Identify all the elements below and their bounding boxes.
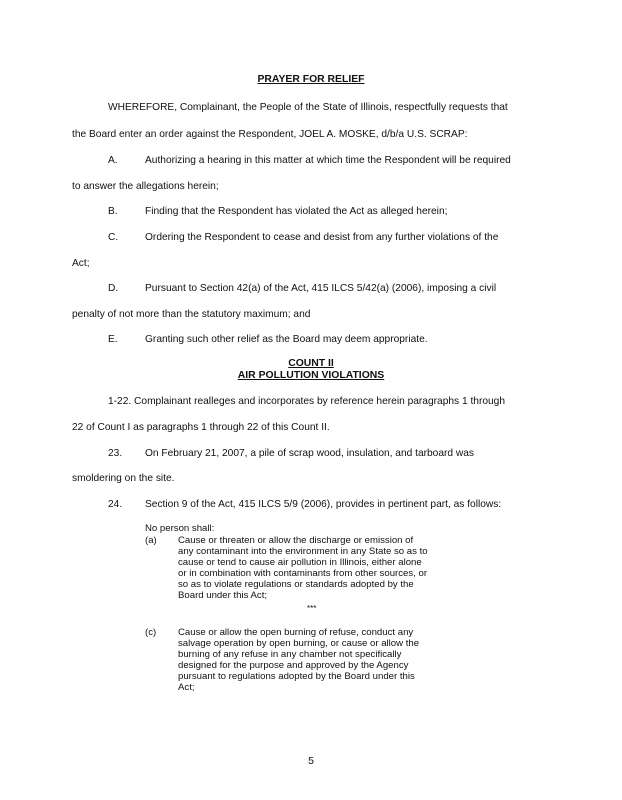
relief-b-letter: B. (108, 206, 118, 217)
relief-e-line-1: Granting such other relief as the Board may deem appropriate. (145, 334, 428, 345)
relief-d-line-1: Pursuant to Section 42(a) of the Act, 415 ILCS 5/42(a) (2006), imposing a civil (145, 283, 497, 294)
relief-b-line-1: Finding that the Respondent has violated the Act as alleged herein; (145, 206, 448, 217)
relief-a-line-1: Authorizing a hearing in this matter at which time the Respondent will be required (145, 155, 511, 166)
quote-a-line: any contaminant into the environment in any State so as to (178, 546, 428, 557)
count-number-heading: COUNT II (288, 358, 334, 369)
para-1-22-line-1: 1-22. Complainant realleges and incorporates by reference herein paragraphs 1 through (108, 396, 505, 407)
relief-c-letter: C. (108, 232, 119, 243)
quote-c-line: Act; (178, 682, 195, 693)
wherefore-line-2: the Board enter an order against the Respondent, JOEL A. MOSKE, d/b/a U.S. SCRAP: (72, 129, 468, 140)
relief-a-letter: A. (108, 155, 118, 166)
para-23-number: 23. (108, 448, 123, 459)
para-24-number: 24. (108, 499, 123, 510)
count-title-heading: AIR POLLUTION VIOLATIONS (237, 370, 385, 381)
prayer-heading: PRAYER FOR RELIEF (257, 74, 365, 85)
para-24-line-1: Section 9 of the Act, 415 ILCS 5/9 (2006), provides in pertinent part, as follows: (145, 499, 502, 510)
quote-a-line: so as to violate regulations or standards adopted by the (178, 579, 414, 590)
quote-a-line: Cause or threaten or allow the discharge or emission of (178, 535, 414, 546)
relief-a-line-2: to answer the allegations herein; (72, 181, 219, 192)
quote-a-label: (a) (145, 535, 157, 546)
quote-c-line: salvage operation by open burning, or cause or allow the (178, 638, 420, 649)
quote-intro: No person shall: (145, 523, 215, 534)
quote-a-line: Board under this Act; (178, 590, 268, 601)
relief-e-letter: E. (108, 334, 118, 345)
quote-a-line: or in combination with contaminants from other sources, or (178, 568, 428, 579)
relief-c-line-2: Act; (72, 258, 90, 269)
para-1-22-line-2: 22 of Count I as paragraphs 1 through 22 of this Count II. (72, 422, 330, 433)
quote-c-label: (c) (145, 627, 157, 638)
quote-ellipsis: *** (307, 604, 317, 613)
quote-c-line: designed for the purpose and approved by the Agency (178, 660, 409, 671)
quote-c-line: Cause or allow the open burning of refuse, conduct any (178, 627, 414, 638)
para-23-line-1: On February 21, 2007, a pile of scrap wood, insulation, and tarboard was (145, 448, 475, 459)
relief-d-line-2: penalty of not more than the statutory maximum; and (72, 309, 311, 320)
relief-d-letter: D. (108, 283, 119, 294)
para-23-line-2: smoldering on the site. (72, 473, 175, 484)
quote-c-line: burning of any refuse in any chamber not specifically (178, 649, 402, 660)
page-number: 5 (308, 755, 314, 767)
wherefore-line-1: WHEREFORE, Complainant, the People of the State of Illinois, respectfully requests that (108, 102, 508, 113)
relief-c-line-1: Ordering the Respondent to cease and desist from any further violations of the (145, 232, 499, 243)
quote-c-line: pursuant to regulations adopted by the Board under this (178, 671, 415, 682)
quote-a-line: cause or tend to cause air pollution in Illinois, either alone (178, 557, 422, 568)
